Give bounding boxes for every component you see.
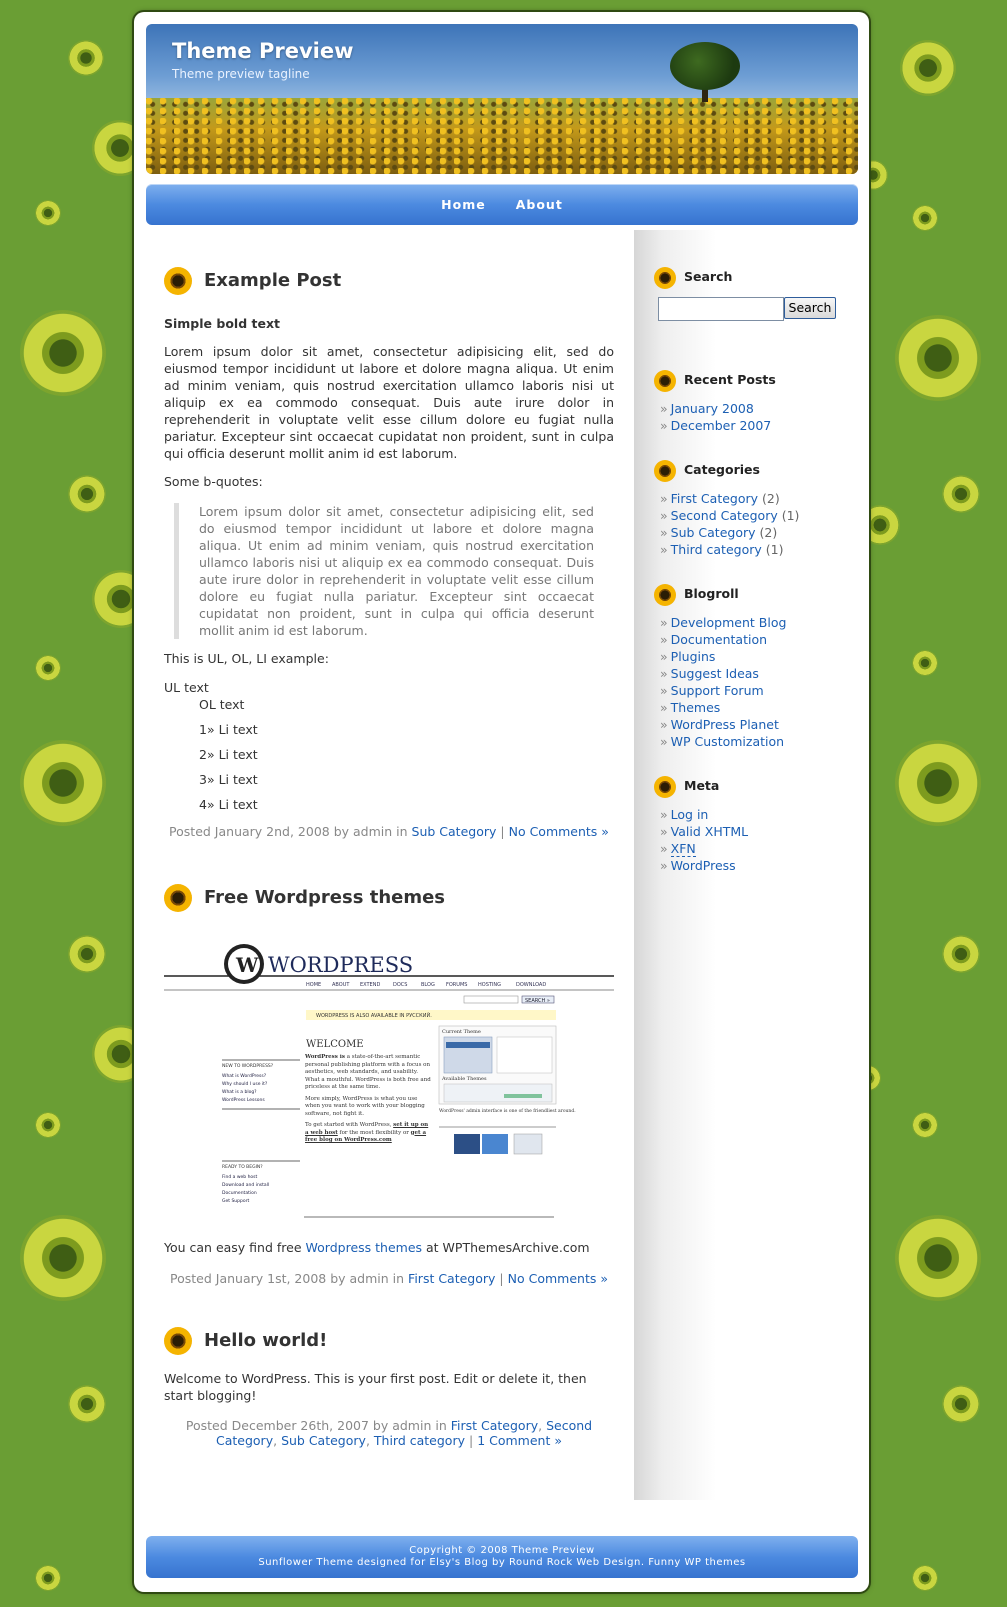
list-item: 3» Li text (199, 772, 258, 787)
list-item: » WP Customization (660, 734, 785, 749)
meta-separator: | (500, 824, 505, 839)
nav-about[interactable]: About (515, 197, 563, 212)
list-item: » First Category (2) (660, 491, 780, 506)
blogroll-link[interactable]: WordPress Planet (670, 717, 779, 732)
wordpress-screenshot-image[interactable] (164, 934, 614, 1224)
post-meta: Posted December 26th, 2007 by admin in First Category, Second Category, Sub Category, Third category | 1 Comment » (185, 1418, 593, 1448)
blogroll-link[interactable]: Development Blog (670, 615, 787, 630)
post-meta (164, 824, 614, 839)
recent-post-link[interactable]: December 2007 (670, 418, 772, 433)
blogroll-link[interactable]: WP Customization (670, 734, 785, 749)
svg-text:HOSTING: HOSTING (478, 982, 502, 988)
post-title[interactable]: Free Wordpress themes (204, 887, 446, 908)
nav-home[interactable]: Home (441, 197, 486, 212)
posted-info: Posted January 1st, 2008 by admin in (170, 1271, 405, 1286)
blogroll-link[interactable]: Documentation (670, 632, 768, 647)
bquote-intro: Some b-quotes: (164, 474, 263, 489)
list-item: » Valid XHTML (660, 824, 749, 839)
svg-text:DOWNLOAD: DOWNLOAD (516, 982, 547, 988)
post-title[interactable]: Hello world! (204, 1330, 328, 1351)
list-item: » Plugins (660, 649, 716, 664)
search-input[interactable] (658, 297, 784, 321)
post-header (164, 884, 614, 914)
sunflower-icon (654, 267, 676, 289)
blockquote: Lorem ipsum dolor sit amet, consectetur adipisicing elit, sed do eiusmod tempor incididunt ut labore et dolore magna aliqua. Ut enim ad minim veniam, quis nostrud exercitation ullamco laboris nisi ut aliquip ex ea commodo consequat. Duis aute irure dolor in reprehenderit in voluptate velit esse cillum dolore eu fugiat nulla pariatur. Excepteur sint occaecat cupidatat non proident, sunt in culpa qui officia deserunt mollit anim id est laborum. (174, 503, 594, 639)
sunflower-icon (654, 776, 676, 798)
post-header (164, 1327, 614, 1357)
list-item: » Support Forum (660, 683, 764, 698)
post-body: You can easy find free Wordpress themes at WPThemesArchive.com (164, 1240, 590, 1255)
svg-text:NEW TO WORDPRESS?: NEW TO WORDPRESS? (222, 1064, 274, 1069)
ul-text: UL text (164, 680, 209, 695)
list-item: » Development Blog (660, 615, 787, 630)
list-item: » WordPress Planet (660, 717, 779, 732)
list-item: » Third category (1) (660, 542, 784, 557)
search-button[interactable]: Search (784, 297, 836, 319)
sunflower-icon (654, 460, 676, 482)
list-item: 4» Li text (199, 797, 258, 812)
category-link[interactable]: Second Category (216, 1418, 593, 1448)
sunflower-icon (164, 1327, 192, 1355)
category-link[interactable]: First Category (450, 1418, 539, 1433)
svg-text:EXTEND: EXTEND (360, 982, 381, 988)
category-link[interactable]: First Category (670, 491, 759, 506)
search-widget (654, 267, 854, 327)
site-title[interactable]: Theme Preview (172, 39, 354, 63)
list-item: » Themes (660, 700, 721, 715)
svg-text:Find a web host: Find a web host (222, 1175, 258, 1180)
wordpress-themes-link[interactable]: Wordpress themes (305, 1240, 423, 1255)
svg-text:WordPress' admin interface is: WordPress' admin interface is one of the friendliest around. (439, 1109, 576, 1114)
list-item: » Log in (660, 807, 709, 822)
bold-text: Simple bold text (164, 316, 280, 331)
xfn-link[interactable]: XFN (670, 841, 696, 856)
svg-text:WORDPRESS IS ALSO AVAILABLE IN: WORDPRESS IS ALSO AVAILABLE IN РУССКИЙ. (316, 1013, 432, 1019)
categories-list (660, 490, 799, 558)
category-link[interactable]: Third category (670, 542, 762, 557)
svg-text:What is a blog?: What is a blog? (222, 1090, 257, 1095)
footer (146, 1536, 858, 1578)
comments-link[interactable]: No Comments » (507, 1271, 608, 1286)
meta-separator: | (468, 1433, 474, 1448)
category-link[interactable]: Sub Category (670, 525, 756, 540)
sunflower-icon (164, 884, 192, 912)
posted-info: Posted January 2nd, 2008 by admin in (169, 824, 408, 839)
ol-text: OL text (199, 697, 245, 712)
page-container (134, 12, 869, 1592)
posted-info: Posted December 26th, 2007 by admin in (185, 1418, 447, 1433)
category-link[interactable]: Sub Category (281, 1433, 366, 1448)
svg-text:Why should I use it?: Why should I use it? (222, 1082, 268, 1087)
post-example (164, 267, 614, 839)
svg-text:W: W (236, 953, 259, 977)
footer-credits: Sunflower Theme designed for Elsy's Blog by Round Rock Web Design. Funny WP themes (258, 1557, 746, 1568)
wp-logo-text: WORDPRESS (268, 953, 414, 977)
list-item: 2» Li text (199, 747, 258, 762)
svg-text:Get Support: Get Support (222, 1199, 250, 1204)
list-item: » December 2007 (660, 418, 772, 433)
list-item: » January 2008 (660, 401, 754, 416)
sunflower-field-image (146, 98, 858, 174)
wordpress-link[interactable]: WordPress (670, 858, 736, 873)
svg-text:FORUMS: FORUMS (446, 982, 468, 988)
main-nav (146, 184, 858, 225)
li-list (199, 717, 614, 817)
svg-text:What is WordPress?: What is WordPress? (222, 1074, 267, 1079)
blogroll-link[interactable]: Themes (670, 700, 721, 715)
list-item: » Second Category (1) (660, 508, 800, 523)
category-link[interactable]: Second Category (670, 508, 778, 523)
svg-text:WordPress Lessons: WordPress Lessons (222, 1098, 265, 1103)
sunflower-icon (654, 584, 676, 606)
svg-text:Download and install: Download and install (222, 1183, 270, 1188)
svg-text:SEARCH »: SEARCH » (525, 998, 550, 1004)
footer-copyright: Copyright © 2008 Theme Preview (409, 1545, 595, 1556)
blogroll-link[interactable]: Support Forum (670, 683, 764, 698)
widget-title: Categories (684, 462, 760, 477)
header-banner (146, 24, 858, 174)
list-item: » XFN (660, 841, 696, 856)
widget-title: Meta (684, 778, 720, 793)
category-link[interactable]: Third category (373, 1433, 465, 1448)
svg-text:ABOUT: ABOUT (332, 982, 350, 988)
blogroll-link[interactable]: Plugins (670, 649, 716, 664)
blogroll-list (660, 614, 786, 750)
sidebar (634, 230, 869, 1500)
login-link[interactable]: Log in (670, 807, 709, 822)
widget-title: Search (684, 269, 733, 284)
category-link[interactable]: First Category (408, 1271, 496, 1286)
post-hello-world (164, 1327, 614, 1448)
recent-post-link[interactable]: January 2008 (670, 401, 754, 416)
widget-title: Blogroll (684, 586, 739, 601)
site-tagline: Theme preview tagline (172, 67, 310, 81)
main-content (134, 230, 634, 1500)
svg-text:BLOG: BLOG (421, 982, 435, 988)
list-item: » WordPress (660, 858, 736, 873)
meta-list (660, 806, 748, 874)
post-body: Welcome to WordPress. This is your first post. Edit or delete it, then start blogging! (164, 1371, 587, 1403)
list-item: 1» Li text (199, 722, 258, 737)
sunflower-icon (654, 370, 676, 392)
svg-text:Available Themes: Available Themes (442, 1076, 487, 1082)
svg-text:WELCOME: WELCOME (306, 1039, 364, 1050)
svg-text:Documentation: Documentation (222, 1191, 257, 1196)
list-intro: This is UL, OL, LI example: (164, 651, 329, 666)
post-paragraph: Lorem ipsum dolor sit amet, consectetur adipisicing elit, sed do eiusmod tempor incididunt ut labore et dolore magna aliqua. Ut enim ad minim veniam, quis nostrud exercitation ullamco laboris nisi ut aliquip ex ea commodo consequat. Duis aute irure dolor in reprehenderit in voluptate velit esse cillum dolore eu fugiat nulla pariatur. Excepteur sint occaecat cupidatat non proident, sunt in culpa qui officia deserunt mollit anim id est laborum. (164, 344, 614, 461)
post-meta (164, 1271, 614, 1286)
post-title[interactable]: Example Post (204, 270, 342, 291)
svg-text:HOME: HOME (306, 982, 322, 988)
list-item: » Suggest Ideas (660, 666, 759, 681)
sunflower-icon (164, 267, 192, 295)
svg-text:DOCS: DOCS (393, 982, 408, 988)
post-header (164, 267, 614, 297)
comments-link[interactable]: No Comments » (508, 824, 609, 839)
wordpress-screenshot-svg: W WORDPRESS HOME ABOUT EXTEND DOCS BLOG FORUMS HOSTING DOWNLOAD SEARCH » WORDPRESS IS ALSO AVAILABLE IN РУССКИЙ. WELCOME Current Theme Available Themes WordPress' admin interface is one of the friendliest around. NEW TO WORDPRESS? What is WordPress? Why should I use it? What is a blog? WordPress Lessons READY TO BEGIN? Find a web host Download and install Documentation Get Support WordPress is a state-of-the-art semantic personal publishing platform with a focus on aesthetics, web standards, and usability. What a mouthful. WordPress is both free and priceless at the same time. More simply, WordPress is what you use when you want to work with your blogging software, not fight it. To get started with WordPress, set it up on a web host for the most flexibility or get a free blog on WordPress.com (164, 934, 614, 1224)
widget-title: Recent Posts (684, 372, 776, 387)
recent-posts-list (660, 400, 771, 434)
blogroll-link[interactable]: Suggest Ideas (670, 666, 759, 681)
meta-separator: | (499, 1271, 504, 1286)
svg-text:Current Theme: Current Theme (442, 1029, 481, 1035)
category-link[interactable]: Sub Category (411, 824, 497, 839)
valid-xhtml-link[interactable]: Valid XHTML (670, 824, 749, 839)
list-item: » Documentation (660, 632, 768, 647)
comments-link[interactable]: 1 Comment » (477, 1433, 562, 1448)
list-item: » Sub Category (2) (660, 525, 778, 540)
tree-image (670, 42, 740, 100)
post-free-themes (164, 884, 614, 1286)
svg-text:READY TO BEGIN?: READY TO BEGIN? (222, 1165, 263, 1170)
